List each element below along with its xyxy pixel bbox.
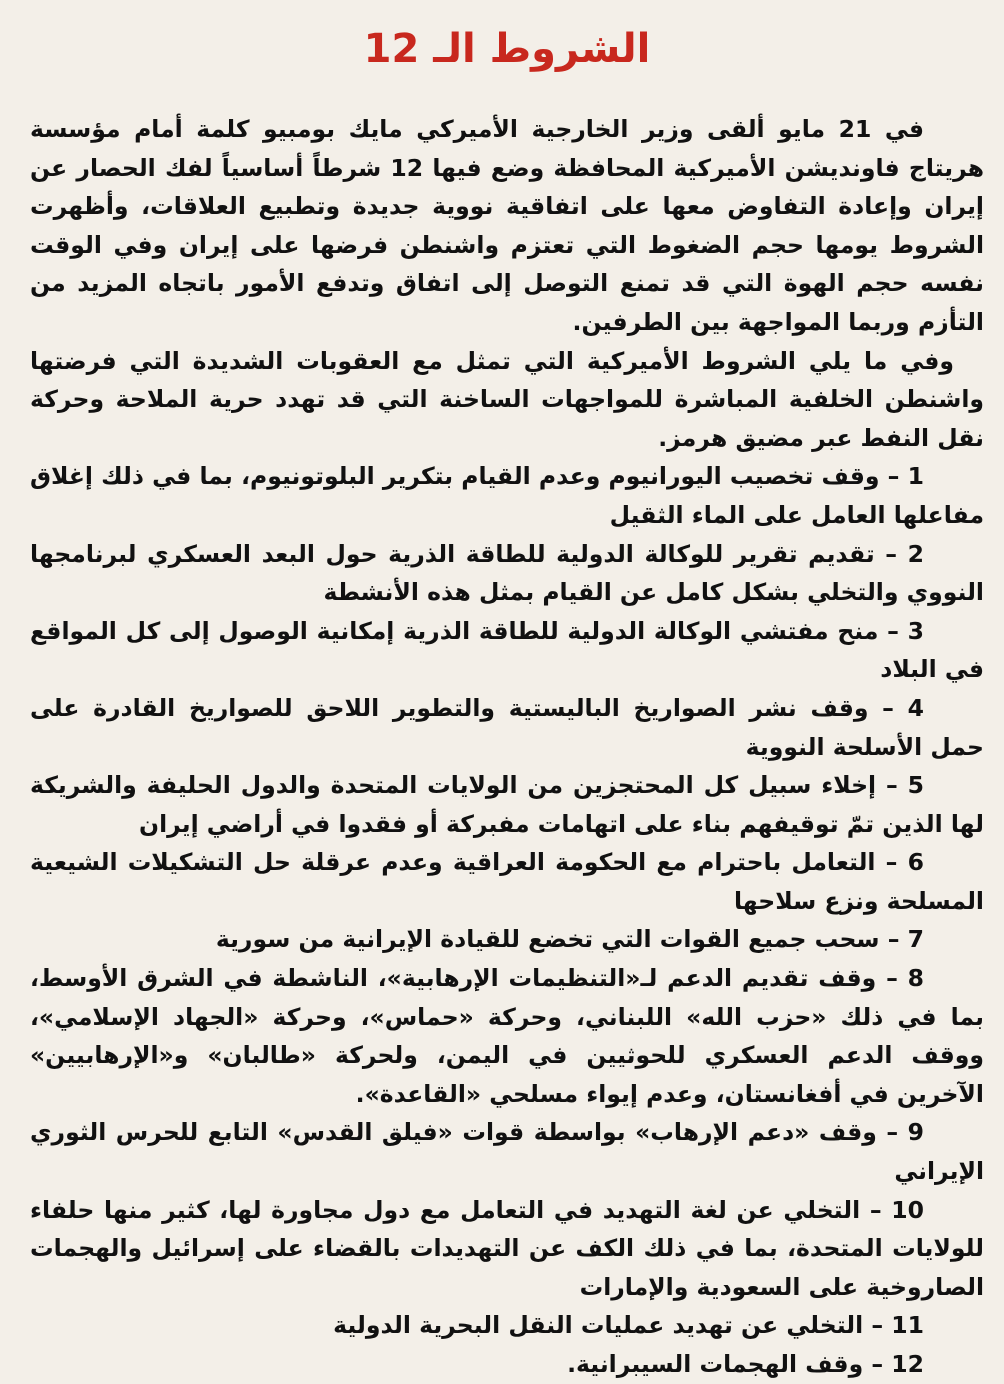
- condition-item: 10 – التخلي عن لغة التهديد في التعامل مع دول مجاورة لها، كثير منها حلفاء للولايات المتحدة، بما في ذلك الكف عن التهديدات بالقضاء على إسرائيل والهجمات الصاروخية على السعودية والإمارات: [30, 1195, 984, 1301]
- conditions-list: [30, 457, 984, 1383]
- intro-paragraph-1: في 21 مايو ألقى وزير الخارجية الأميركي مايك بومبيو كلمة أمام مؤسسة هريتاج فاونديشن الأميركية المحافظة وضع فيها 12 شرطاً أساسياً لفك الحصار عن إيران وإعادة التفاوض معها على اتفاقية نووية جديدة وتطبيع العلاقات، وأظهرت الشروط يومها حجم الضغوط التي تعتزم واشنطن فرضها على إيران وفي الوقت نفسه حجم الهوة التي قد تمنع التوصل إلى اتفاق وتدفع الأمور باتجاه المزيد من التأزم وربما المواجهة بين الطرفين.: [30, 115, 984, 336]
- condition-item: 11 – التخلي عن تهديد عمليات النقل البحرية الدولية: [333, 1311, 924, 1340]
- condition-item: 4 – وقف نشر الصواريخ الباليستية والتطوير اللاحق للصواريخ القادرة على حمل الأسلحة النووية: [30, 693, 984, 761]
- condition-item: 8 – وقف تقديم الدعم لـ«التنظيمات الإرهابية»، الناشطة في الشرق الأوسط، بما في ذلك «حزب الله» اللبناني، وحركة «حماس»، وحركة «الجهاد الإسلامي»، ووقف الدعم العسكري للحوثيين في اليمن، ولحركة «طالبان» و«الإرهابيين» الآخرين في أفغانستان، وعدم إيواء مسلحي «القاعدة».: [30, 964, 984, 1108]
- condition-item: 5 – إخلاء سبيل كل المحتجزين من الولايات المتحدة والدول الحليفة والشريكة لها الذين تمّ توقيفهم بناء على اتهامات مفبركة أو فقدوا في أراضي إيران: [30, 771, 984, 838]
- article-title: الشروط الـ 12: [363, 26, 651, 72]
- condition-item: 9 – وقف «دعم الإرهاب» بواسطة قوات «فيلق القدس» التابع للحرس الثوري الإيراني: [30, 1118, 984, 1186]
- condition-item: 12 – وقف الهجمات السيبرانية.: [567, 1350, 924, 1378]
- condition-item: 6 – التعامل باحترام مع الحكومة العراقية وعدم عرقلة حل التشكيلات الشيعية المسلحة ونزع سلاحها: [30, 848, 984, 915]
- condition-item: 3 – منح مفتشي الوكالة الدولية للطاقة الذرية إمكانية الوصول إلى كل المواقع في البلاد: [30, 616, 984, 684]
- condition-item: 2 – تقديم تقرير للوكالة الدولية للطاقة الذرية حول البعد العسكري لبرنامجها النووي والتخلي بشكل كامل عن القيام بمثل هذه الأنشطة: [30, 539, 984, 607]
- condition-item: 7 – سحب جميع القوات التي تخضع للقيادة الإيرانية من سورية: [215, 925, 924, 954]
- condition-item: 1 – وقف تخصيب اليورانيوم وعدم القيام بتكرير البلوتونيوم، بما في ذلك إغلاق مفاعلها العامل على الماء الثقيل: [30, 462, 984, 529]
- intro-paragraph-2: وفي ما يلي الشروط الأميركية التي تمثل مع العقوبات الشديدة التي فرضتها واشنطن الخلفية المباشرة للمواجهات الساخنة التي قد تهدد حرية الملاحة وحركة نقل النفط عبر مضيق هرمز.: [30, 346, 984, 452]
